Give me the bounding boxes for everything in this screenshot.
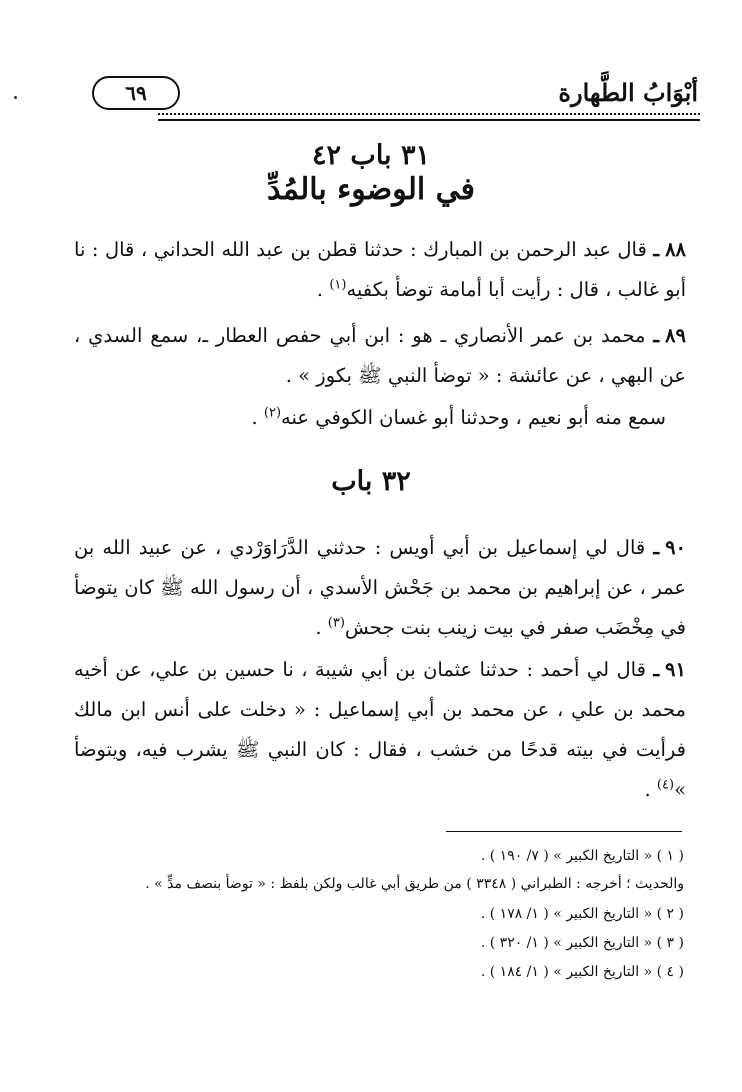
hadith-dash: ـ: [653, 536, 660, 559]
chapter-subtitle: في الوضوء بالمُدِّ: [266, 172, 475, 207]
hadith-dash: ـ: [653, 324, 660, 347]
margin-speck: [14, 96, 17, 99]
footnote-ref: (٢): [263, 405, 282, 421]
footnote-ref: (١): [329, 277, 347, 293]
chapter-title: ٣٢ باب: [331, 466, 411, 497]
hadith-number: ٨٩: [665, 324, 686, 347]
hadith-89: [74, 316, 686, 396]
page-number: [92, 76, 180, 110]
footnote-ref: (٤): [656, 777, 675, 793]
hadith-dash: ـ: [653, 658, 660, 681]
page-number-text: ٦٩: [125, 81, 147, 105]
hadith-text: سمع منه أبو نعيم ، وحدثنا أبو غسان الكوفي عنه: [281, 406, 666, 429]
hadith-end: .: [251, 406, 264, 429]
footnote-1-note: والحديث ؛ أخرجه : الطبراني ( ٣٣٤٨ ) من طريق أبي غالب ولكن بلفظ : « توضأ بنصف مدٍّ » .: [145, 876, 684, 892]
hadith-91: [74, 650, 686, 810]
hadith-end: .: [644, 778, 657, 801]
hadith-88: [74, 230, 686, 310]
hadith-dash: ـ: [653, 238, 660, 261]
hadith-number: ٩٠: [665, 536, 687, 559]
chapter-title: ٣١ باب ٤٢: [312, 140, 430, 171]
footnote-4: ( ٤ ) « التاريخ الكبير » ( ١/ ١٨٤ ) .: [480, 964, 684, 980]
hadith-90: [74, 528, 686, 648]
running-head: أبْوَابُ الطَّهارة: [558, 78, 698, 107]
footnote-2: ( ٢ ) « التاريخ الكبير » ( ١/ ١٧٨ ) .: [480, 906, 684, 922]
footnote-ref: (٣): [327, 615, 345, 631]
hadith-number: ٨٨: [665, 238, 687, 261]
footnote-3: ( ٣ ) « التاريخ الكبير » ( ١/ ٣٢٠ ) .: [480, 935, 684, 951]
hadith-text: قال لي أحمد : حدثنا عثمان بن أبي شيبة ، نا حسين بن علي، عن أخيه محمد بن علي ، عن محمد بن أبي إسماعيل : « دخلت على أنس ابن مالك فرأيت في بيته قدحًا من خشب ، فقال : كان النبي ﷺ يشرب فيه، ويتوضأ »: [74, 658, 686, 801]
footnote-rule: [446, 831, 682, 832]
hadith-89-continuation: [74, 398, 686, 438]
hadith-text: قال عبد الرحمن بن المبارك : حدثنا قطن بن عبد الله الحداني ، قال : نا أبو غالب ، قال : رأيت أبا أمامة توضأ بكفيه: [74, 238, 686, 301]
hadith-end: .: [315, 616, 328, 639]
footnote-1: ( ١ ) « التاريخ الكبير » ( ٧/ ١٩٠ ) .: [480, 848, 684, 864]
hadith-text: قال لي إسماعيل بن أبي أويس : حدثني الدَّرَاوَرْدي ، عن عبيد الله بن عمر ، عن إبراهيم بن محمد بن جَحْش الأسدي ، أن رسول الله ﷺ كان يتوضأ في مِخْضَب صفر في بيت زينب بنت جحش: [74, 536, 686, 639]
hadith-number: ٩١: [665, 658, 686, 681]
hadith-text: محمد بن عمر الأنصاري ـ هو : ابن أبي حفص العطار ـ، سمع السدي ، عن البهي ، عن عائشة : « توضأ النبي ﷺ بكوز » .: [74, 324, 686, 387]
hadith-end: .: [316, 278, 330, 301]
header-rule: [158, 113, 700, 121]
